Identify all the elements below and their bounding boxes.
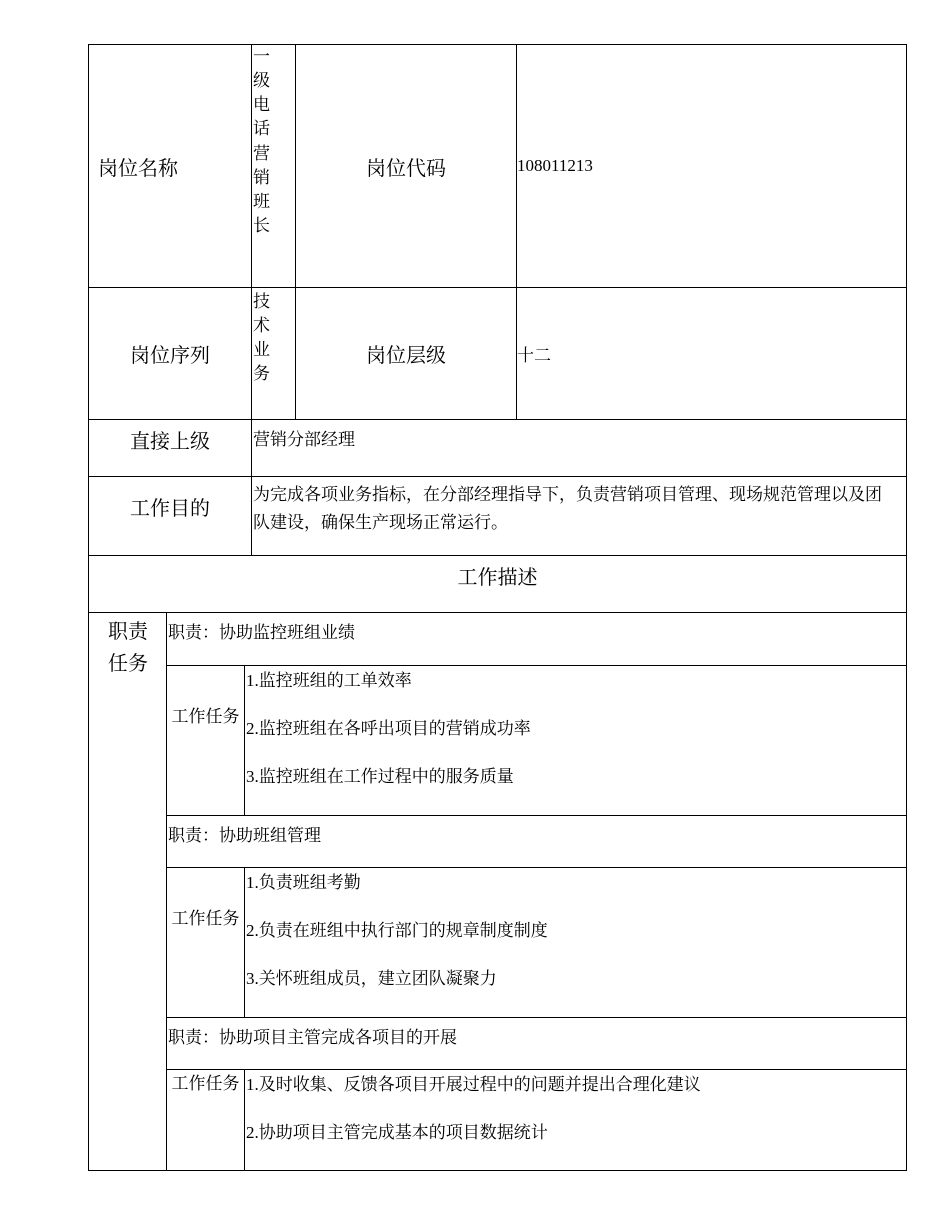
level-value: 十二 <box>516 288 906 419</box>
task-label: 工作任务 <box>171 1074 240 1093</box>
task-item: 3.关怀班组成员，建立团队凝聚力 <box>246 969 497 988</box>
task-item: 1.负责班组考勤 <box>246 873 361 892</box>
task-label: 工作任务 <box>171 707 240 726</box>
position-code-label: 岗位代码 <box>295 45 516 287</box>
superior-row <box>88 419 907 476</box>
purpose-row <box>88 476 907 555</box>
position-name-value: 一级电话营销班长 <box>253 47 270 235</box>
purpose-value: 为完成各项业务指标，在分部经理指导下，负责营销项目管理、现场规范管理以及团队建设，确保生产现场正常运行。 <box>251 477 906 555</box>
sequence-value: 技术业务 <box>253 292 270 384</box>
description-title: 工作描述 <box>88 555 907 612</box>
superior-label: 直接上级 <box>130 431 210 453</box>
position-name-label: 岗位名称 <box>98 157 178 180</box>
duties-section <box>88 612 907 1171</box>
task-item: 2.协助项目主管完成基本的项目数据统计 <box>246 1123 548 1142</box>
level-label: 岗位层级 <box>295 288 516 419</box>
task-list <box>244 1070 906 1170</box>
sequence-label: 岗位序列 <box>130 345 210 367</box>
sequence-value-cell <box>251 288 295 419</box>
duty-title: 职责：协助班组管理 <box>166 815 906 867</box>
task-item: 2.监控班组在各呼出项目的营销成功率 <box>246 719 531 738</box>
task-label: 工作任务 <box>171 909 240 928</box>
purpose-label: 工作目的 <box>130 498 210 520</box>
duty-task-block <box>166 665 906 815</box>
duty-title: 职责：协助监控班组业绩 <box>166 613 906 665</box>
task-item: 2.负责在班组中执行部门的规章制度制度 <box>246 921 548 940</box>
duties-label: 职责任务 <box>108 621 148 675</box>
position-name-value-cell <box>251 45 295 287</box>
task-item: 1.监控班组的工单效率 <box>246 671 412 690</box>
task-item: 3.监控班组在工作过程中的服务质量 <box>246 767 514 786</box>
duty-task-block <box>166 1069 906 1170</box>
superior-value: 营销分部经理 <box>251 420 906 476</box>
duty-task-block <box>166 867 906 1017</box>
position-name-row <box>88 44 907 287</box>
sequence-row <box>88 287 907 419</box>
duty-title: 职责：协助项目主管完成各项目的开展 <box>166 1017 906 1069</box>
position-code-value: 108011213 <box>516 45 906 287</box>
task-item: 1.及时收集、反馈各项目开展过程中的问题并提出合理化建议 <box>246 1075 701 1094</box>
job-description-table <box>88 44 907 1171</box>
task-list <box>244 666 906 815</box>
task-list <box>244 868 906 1017</box>
